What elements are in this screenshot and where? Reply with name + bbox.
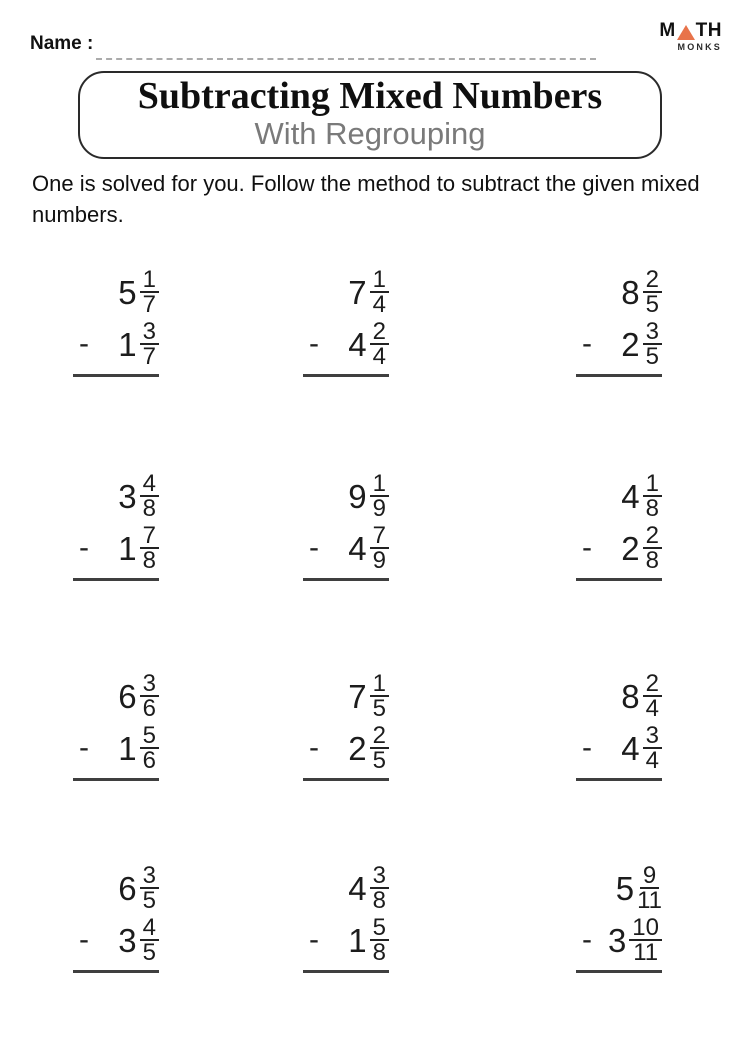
subtrahend-fraction [370, 522, 389, 574]
logo-text-m: M [659, 20, 676, 41]
problem-cell [576, 472, 662, 581]
subtrahend-denominator: 4 [372, 343, 386, 370]
minuend-row [73, 864, 159, 912]
subtrahend-denominator: 8 [142, 547, 156, 574]
minuend-row [576, 864, 662, 912]
subtrahend-numerator: 2 [370, 321, 389, 345]
minuend-numerator: 1 [370, 269, 389, 293]
problem-cell [73, 472, 159, 581]
subtrahend-numerator: 3 [140, 321, 159, 345]
subtrahend-fraction [643, 522, 662, 574]
subtrahend-fraction [140, 914, 159, 966]
minuend-denominator: 8 [645, 495, 659, 522]
minuend-denominator: 4 [645, 695, 659, 722]
subtrahend-numerator: 7 [140, 525, 159, 549]
minus-operator: - [582, 327, 592, 360]
answer-line[interactable] [576, 374, 662, 377]
minuend-row [303, 268, 389, 316]
minus-operator: - [309, 731, 319, 764]
minuend-numerator: 1 [140, 269, 159, 293]
minuend-fraction [370, 470, 389, 522]
subtrahend-row [73, 320, 159, 368]
minuend-numerator: 9 [640, 865, 659, 889]
minus-operator: - [582, 531, 592, 564]
subtrahend-numerator: 2 [370, 725, 389, 749]
minus-operator: - [582, 923, 592, 956]
subtrahend-fraction [140, 722, 159, 774]
problem-cell [303, 268, 389, 377]
logo-text-th: TH [695, 20, 722, 41]
subtrahend-fraction [140, 318, 159, 370]
subtrahend-group [348, 522, 389, 574]
subtrahend-denominator: 9 [372, 547, 386, 574]
minuend-whole: 4 [621, 477, 640, 515]
subtrahend-whole: 3 [607, 921, 627, 959]
subtrahend-group [118, 914, 159, 966]
minuend-numerator: 1 [643, 473, 662, 497]
minuend-numerator: 3 [140, 865, 159, 889]
subtrahend-group [118, 722, 159, 774]
minuend-denominator: 4 [372, 291, 386, 318]
minuend-denominator: 6 [142, 695, 156, 722]
subtrahend-numerator: 2 [643, 525, 662, 549]
instructions-text: One is solved for you. Follow the method to subtract the given mixed numbers. [32, 171, 700, 228]
minuend-whole: 8 [621, 273, 640, 311]
subtrahend-row [576, 916, 662, 964]
problem-cell [576, 268, 662, 377]
subtrahend-group [621, 522, 662, 574]
minuend-numerator: 2 [643, 673, 662, 697]
subtrahend-group [118, 522, 159, 574]
minuend-fraction [370, 670, 389, 722]
minuend-row [576, 672, 662, 720]
minuend-fraction [140, 266, 159, 318]
subtrahend-whole: 1 [348, 921, 367, 959]
problem-cell [576, 672, 662, 781]
worksheet-subtitle: With Regrouping [254, 115, 486, 151]
answer-line[interactable] [303, 970, 389, 973]
subtrahend-denominator: 8 [372, 939, 386, 966]
minuend-row [73, 472, 159, 520]
subtrahend-row [73, 916, 159, 964]
minuend-whole: 5 [615, 869, 635, 907]
subtrahend-whole: 4 [348, 529, 367, 567]
minuend-denominator: 9 [372, 495, 386, 522]
subtrahend-whole: 4 [348, 325, 367, 363]
minus-operator: - [79, 531, 89, 564]
minus-operator: - [309, 327, 319, 360]
problem-cell [73, 268, 159, 377]
minuend-fraction [370, 862, 389, 914]
subtrahend-whole: 2 [348, 729, 367, 767]
minuend-numerator: 1 [370, 673, 389, 697]
subtrahend-denominator: 4 [645, 747, 659, 774]
answer-line[interactable] [576, 778, 662, 781]
subtrahend-row [576, 524, 662, 572]
problem-cell [303, 472, 389, 581]
answer-line[interactable] [73, 970, 159, 973]
minus-operator: - [79, 327, 89, 360]
minus-operator: - [582, 731, 592, 764]
minus-operator: - [79, 923, 89, 956]
subtrahend-fraction [370, 318, 389, 370]
minuend-fraction [643, 670, 662, 722]
subtrahend-whole: 1 [118, 729, 137, 767]
minuend-numerator: 1 [370, 473, 389, 497]
subtrahend-whole: 2 [621, 325, 640, 363]
subtrahend-numerator: 4 [140, 917, 159, 941]
subtrahend-group [348, 722, 389, 774]
minuend-numerator: 4 [140, 473, 159, 497]
name-label: Name : [30, 33, 94, 54]
minuend-numerator: 3 [370, 865, 389, 889]
subtrahend-numerator: 5 [370, 917, 389, 941]
subtrahend-row [303, 916, 389, 964]
minus-operator: - [309, 923, 319, 956]
minuend-fraction [643, 470, 662, 522]
minuend-denominator: 7 [142, 291, 156, 318]
minuend-denominator: 5 [142, 887, 156, 914]
minuend-fraction [140, 862, 159, 914]
minuend-row [576, 472, 662, 520]
minuend-denominator: 5 [645, 291, 659, 318]
minuend-row [73, 672, 159, 720]
subtrahend-denominator: 8 [645, 547, 659, 574]
subtrahend-whole: 3 [118, 921, 137, 959]
problem-cell [303, 864, 389, 973]
minuend-fraction [140, 470, 159, 522]
minuend-fraction [140, 670, 159, 722]
subtrahend-row [576, 320, 662, 368]
minuend-denominator: 5 [372, 695, 386, 722]
minuend-denominator: 8 [142, 495, 156, 522]
minuend-fraction [370, 266, 389, 318]
subtrahend-row [576, 724, 662, 772]
subtrahend-denominator: 5 [372, 747, 386, 774]
subtrahend-row [303, 724, 389, 772]
answer-line[interactable] [73, 374, 159, 377]
minuend-whole: 3 [118, 477, 137, 515]
subtrahend-denominator: 11 [633, 939, 659, 966]
minus-operator: - [309, 531, 319, 564]
answer-line[interactable] [73, 778, 159, 781]
problem-cell [576, 864, 662, 973]
minuend-row [303, 864, 389, 912]
subtrahend-row [73, 724, 159, 772]
subtrahend-group [621, 722, 662, 774]
subtrahend-numerator: 3 [643, 321, 662, 345]
subtrahend-fraction [643, 722, 662, 774]
subtrahend-denominator: 5 [142, 939, 156, 966]
answer-line[interactable] [303, 374, 389, 377]
minuend-denominator: 11 [637, 887, 662, 914]
answer-line[interactable] [576, 970, 662, 973]
minuend-row [303, 472, 389, 520]
minuend-numerator: 3 [140, 673, 159, 697]
worksheet-title: Subtracting Mixed Numbers [137, 75, 603, 117]
minuend-whole: 4 [348, 869, 367, 907]
subtrahend-whole: 1 [118, 325, 137, 363]
subtrahend-fraction [140, 522, 159, 574]
subtrahend-fraction [643, 318, 662, 370]
answer-line[interactable] [303, 578, 389, 581]
subtrahend-group [118, 318, 159, 370]
subtrahend-numerator: 7 [370, 525, 389, 549]
problem-cell [73, 864, 159, 973]
subtrahend-group [621, 318, 662, 370]
problem-cell [73, 672, 159, 781]
minuend-whole: 8 [621, 677, 640, 715]
subtrahend-whole: 1 [118, 529, 137, 567]
subtrahend-denominator: 6 [142, 747, 156, 774]
subtrahend-denominator: 5 [645, 343, 659, 370]
subtrahend-group [348, 914, 389, 966]
subtrahend-whole: 4 [621, 729, 640, 767]
subtrahend-group [607, 914, 662, 966]
minus-operator: - [79, 731, 89, 764]
subtrahend-fraction [629, 914, 662, 966]
minuend-whole: 7 [348, 273, 367, 311]
subtrahend-numerator: 5 [140, 725, 159, 749]
subtrahend-denominator: 7 [142, 343, 156, 370]
minuend-row [303, 672, 389, 720]
subtrahend-group [348, 318, 389, 370]
minuend-numerator: 2 [643, 269, 662, 293]
minuend-fraction [643, 266, 662, 318]
minuend-row [576, 268, 662, 316]
subtrahend-numerator: 10 [629, 917, 662, 941]
answer-line[interactable] [576, 578, 662, 581]
minuend-row [73, 268, 159, 316]
minuend-fraction [637, 862, 662, 914]
minuend-whole: 5 [118, 273, 137, 311]
answer-line[interactable] [73, 578, 159, 581]
minuend-whole: 6 [118, 869, 137, 907]
subtrahend-fraction [370, 722, 389, 774]
subtrahend-row [303, 524, 389, 572]
minuend-whole: 6 [118, 677, 137, 715]
minuend-whole: 7 [348, 677, 367, 715]
problem-cell [303, 672, 389, 781]
answer-line[interactable] [303, 778, 389, 781]
minuend-whole: 9 [348, 477, 367, 515]
logo-subtext: MONKS [677, 42, 722, 52]
subtrahend-fraction [370, 914, 389, 966]
subtrahend-row [303, 320, 389, 368]
minuend-denominator: 8 [372, 887, 386, 914]
subtrahend-whole: 2 [621, 529, 640, 567]
subtrahend-numerator: 3 [643, 725, 662, 749]
subtrahend-row [73, 524, 159, 572]
